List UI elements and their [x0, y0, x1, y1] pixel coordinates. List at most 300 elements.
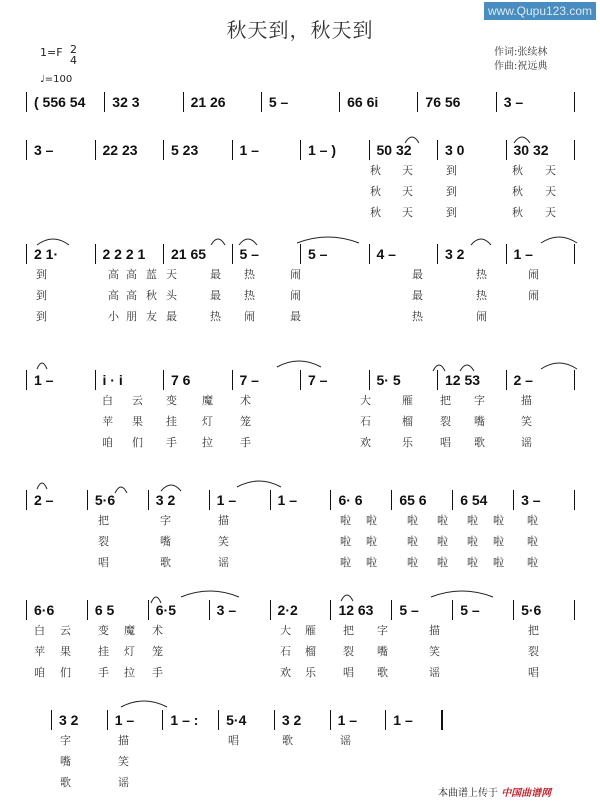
bar-line [104, 92, 105, 112]
measure-notes: 6·5 [155, 602, 176, 618]
measure-notes: 3 2 [281, 712, 302, 728]
bar-line [261, 92, 262, 112]
tempo-marking: ♩=100 [40, 74, 73, 85]
measure-notes: 1 – : [170, 712, 199, 728]
lyric-syllable: 啦 [340, 514, 351, 527]
slur-mark [276, 358, 322, 368]
measure-notes: 1 – [239, 142, 259, 158]
bar-line [26, 600, 27, 620]
lyric-syllable: 咱 [34, 666, 45, 679]
bar-line [391, 600, 392, 620]
lyric-syllable: 咱 [102, 436, 113, 449]
bar-line [437, 244, 438, 264]
measure-notes: 6·6 [34, 602, 55, 618]
footer-credit [438, 784, 551, 799]
measure-notes: 3 – [503, 94, 524, 110]
bar-line [183, 92, 184, 112]
bar-line [232, 244, 233, 264]
lyric-syllable: 天 [166, 268, 177, 281]
bar-line [513, 600, 514, 620]
measure-notes: 5· 5 [376, 372, 401, 388]
lyric-syllable: 灯 [124, 645, 135, 658]
lyric-syllable: 到 [36, 268, 47, 281]
bar-line [330, 710, 331, 730]
bar-line [270, 490, 271, 510]
measure-notes: 5 – [268, 94, 289, 110]
measure-notes: 21 26 [190, 94, 226, 110]
slur-mark [36, 236, 70, 246]
measure-notes: 65 6 [399, 492, 427, 508]
lyric-syllable: 唱 [343, 666, 354, 679]
site-name: 中国曲谱网 [501, 788, 552, 799]
measure-notes: 7 – [239, 372, 259, 388]
bar-line [26, 140, 27, 160]
lyric-syllable: 手 [152, 666, 163, 679]
lyric-syllable: 石 [280, 645, 291, 658]
bar-line [107, 710, 108, 730]
slur-mark [513, 134, 531, 144]
lyric-syllable: 歌 [160, 556, 171, 569]
lyric-syllable: 秋 [370, 164, 381, 177]
bar-line [218, 710, 219, 730]
lyric-syllable: 谣 [521, 436, 532, 449]
lyric-syllable: 字 [474, 394, 485, 407]
bar-line [496, 92, 497, 112]
lyric-syllable: 啦 [467, 535, 478, 548]
measure-notes: 1 – [114, 712, 135, 728]
lyric-syllable: 字 [60, 734, 71, 747]
measure-notes: 2 – [34, 492, 54, 508]
bar-line [369, 140, 370, 160]
bar-line [163, 244, 164, 264]
lyric-syllable: 大 [360, 394, 371, 407]
lyric-syllable: 闹 [528, 268, 539, 281]
lyric-syllable: 到 [446, 206, 457, 219]
lyric-syllable: 嘴 [377, 645, 388, 658]
lyric-syllable: 乐 [402, 436, 413, 449]
bar-line [300, 140, 301, 160]
lyric-syllable: 嘴 [60, 755, 71, 768]
lyric-syllable: 高 [126, 289, 137, 302]
slur-mark [114, 484, 128, 494]
lyric-syllable: 歌 [282, 734, 293, 747]
lyric-syllable: 啦 [340, 556, 351, 569]
lyric-syllable: 最 [412, 289, 423, 302]
bar-line [506, 244, 507, 264]
lyric-syllable: 小 [108, 310, 119, 323]
slur-mark [296, 234, 360, 244]
measure-notes: 1 – [337, 712, 358, 728]
lyric-syllable: 变 [98, 624, 109, 637]
slur-mark [540, 234, 578, 244]
lyric-syllable: 字 [377, 624, 388, 637]
lyric-syllable: 到 [446, 164, 457, 177]
bar-line [574, 140, 575, 160]
lyric-syllable: 雁 [402, 394, 413, 407]
measure-notes: 3 2 [155, 492, 176, 508]
bar-line [95, 244, 96, 264]
slur-mark [459, 362, 475, 372]
measure-notes: 1 – [393, 712, 413, 728]
measure-notes: 50 32 [376, 142, 412, 158]
slur-mark [210, 236, 226, 246]
lyric-syllable: 秋 [370, 206, 381, 219]
slur-mark [340, 592, 354, 602]
key-signature [40, 43, 77, 67]
bar-line [209, 600, 210, 620]
bar-line [232, 140, 233, 160]
bar-line [339, 92, 340, 112]
lyric-syllable: 天 [402, 164, 413, 177]
bar-line [452, 600, 453, 620]
lyric-syllable: 闹 [528, 289, 539, 302]
measure-notes: 6 5 [94, 602, 115, 618]
bar-line [87, 490, 88, 510]
lyric-syllable: 秋 [146, 289, 157, 302]
measure-notes: 7 6 [171, 372, 191, 388]
lyric-syllable: 闹 [244, 310, 255, 323]
lyric-syllable: 友 [146, 310, 157, 323]
lyric-syllable: 最 [412, 268, 423, 281]
bar-line [574, 490, 575, 510]
lyric-syllable: 头 [166, 289, 177, 302]
lyric-syllable: 唱 [528, 666, 539, 679]
lyric-syllable: 把 [343, 624, 354, 637]
lyric-syllable: 到 [36, 289, 47, 302]
lyric-syllable: 石 [360, 415, 371, 428]
measure-notes: 12 63 [338, 602, 374, 618]
lyric-syllable: 天 [545, 164, 556, 177]
bar-line [148, 600, 149, 620]
bar-line [437, 370, 438, 390]
measure-notes: 3 0 [445, 142, 465, 158]
lyric-syllable: 啦 [366, 535, 377, 548]
slur-mark [36, 360, 48, 370]
measure-notes: 6 54 [460, 492, 488, 508]
bar-line [437, 140, 438, 160]
lyric-syllable: 最 [166, 310, 177, 323]
bar-line [330, 600, 331, 620]
upload-text: 本曲谱上传于 [438, 788, 498, 799]
measure-notes: 22 23 [102, 142, 138, 158]
lyric-syllable: 最 [290, 310, 301, 323]
lyric-syllable: 热 [244, 289, 255, 302]
time-signature-top: 2 [70, 43, 77, 56]
slur-mark [120, 698, 168, 708]
song-title: 秋天到，秋天到 [226, 18, 374, 42]
bar-line [209, 490, 210, 510]
lyric-syllable: 白 [102, 394, 113, 407]
bar-line [441, 710, 443, 730]
lyric-syllable: 拉 [124, 666, 135, 679]
bar-line [163, 370, 164, 390]
lyric-syllable: 秋 [370, 185, 381, 198]
lyric-syllable: 朋 [126, 310, 137, 323]
lyric-syllable: 啦 [467, 556, 478, 569]
bar-line [574, 600, 575, 620]
lyric-syllable: 热 [476, 268, 487, 281]
measure-notes: 1 – ) [308, 142, 337, 158]
lyric-syllable: 笑 [429, 645, 440, 658]
lyric-syllable: 把 [440, 394, 451, 407]
lyric-syllable: 描 [429, 624, 440, 637]
lyric-syllable: 秋 [512, 185, 523, 198]
lyric-syllable: 嘴 [160, 535, 171, 548]
lyric-syllable: 笼 [240, 415, 251, 428]
measure-notes: 1 – [513, 246, 533, 262]
lyric-syllable: 苹 [34, 645, 45, 658]
measure-notes: 3 – [34, 142, 54, 158]
slur-mark [180, 588, 240, 598]
lyric-syllable: 描 [521, 394, 532, 407]
lyric-syllable: 裂 [343, 645, 354, 658]
measure-notes: 32 3 [112, 94, 140, 110]
measure-notes: 66 6i [347, 94, 379, 110]
lyric-syllable: 变 [166, 394, 177, 407]
measure-notes: 3 2 [59, 712, 79, 728]
lyric-syllable: 啦 [493, 556, 504, 569]
slur-mark [540, 360, 578, 370]
bar-line [270, 600, 271, 620]
bar-line [163, 140, 164, 160]
measure-notes: 5 – [308, 246, 328, 262]
lyric-syllable: 到 [446, 185, 457, 198]
lyric-syllable: 歌 [60, 776, 71, 789]
bar-line [26, 490, 27, 510]
lyric-syllable: 啦 [467, 514, 478, 527]
slur-mark [404, 134, 420, 144]
measure-notes: 76 56 [425, 94, 461, 110]
slur-mark [470, 236, 492, 246]
lyric-syllable: 高 [108, 268, 119, 281]
lyric-syllable: 闹 [290, 289, 301, 302]
lyric-syllable: 唱 [228, 734, 239, 747]
lyric-syllable: 雁 [305, 624, 316, 637]
bar-line [574, 244, 575, 264]
lyric-syllable: 天 [545, 185, 556, 198]
lyric-syllable: 欢 [280, 666, 291, 679]
measure-notes: 21 65 [171, 246, 207, 262]
measure-notes: ( 556 54 [34, 94, 86, 110]
lyric-syllable: 唱 [98, 556, 109, 569]
slur-mark [150, 594, 162, 604]
composer-credit: 作曲:祝远典 [494, 61, 548, 72]
lyric-syllable: 大 [280, 624, 291, 637]
lyric-syllable: 谣 [340, 734, 351, 747]
lyric-syllable: 白 [34, 624, 45, 637]
measure-notes: 5 – [239, 246, 259, 262]
measure-notes: 2·2 [277, 602, 298, 618]
lyric-syllable: 啦 [407, 556, 418, 569]
lyric-syllable: 裂 [98, 535, 109, 548]
lyric-syllable: 挂 [98, 645, 109, 658]
lyric-syllable: 裂 [528, 645, 539, 658]
lyric-syllable: 手 [98, 666, 109, 679]
bar-line [300, 370, 301, 390]
lyric-syllable: 字 [160, 514, 171, 527]
bar-line [369, 370, 370, 390]
measure-notes: 5 – [460, 602, 480, 618]
site-watermark: www.Qupu123.com [484, 2, 596, 20]
lyric-syllable: 闹 [290, 268, 301, 281]
slur-mark [432, 362, 446, 372]
lyric-syllable: 啦 [407, 514, 418, 527]
slur-mark [430, 588, 494, 598]
measure-notes: 30 32 [513, 142, 549, 158]
measure-notes: 1 – [34, 372, 54, 388]
bar-line [452, 490, 453, 510]
lyric-syllable: 啦 [527, 514, 538, 527]
bar-line [26, 92, 27, 112]
lyric-syllable: 啦 [437, 556, 448, 569]
credits [494, 46, 547, 74]
lyric-syllable: 天 [402, 185, 413, 198]
lyric-syllable: 手 [166, 436, 177, 449]
bar-line [148, 490, 149, 510]
lyric-syllable: 拉 [202, 436, 213, 449]
measure-notes: 3 – [521, 492, 541, 508]
lyric-syllable: 啦 [437, 535, 448, 548]
bar-line [51, 710, 52, 730]
lyric-syllable: 高 [126, 268, 137, 281]
measure-notes: 1 – [277, 492, 298, 508]
bar-line [574, 92, 575, 112]
lyric-syllable: 啦 [366, 556, 377, 569]
bar-line [26, 370, 27, 390]
key-label: 1=F [40, 46, 63, 59]
lyric-syllable: 蓝 [146, 268, 157, 281]
lyric-syllable: 秋 [512, 164, 523, 177]
lyric-syllable: 热 [210, 310, 221, 323]
bar-line [300, 244, 301, 264]
lyric-syllable: 最 [210, 289, 221, 302]
measure-notes: 5 23 [171, 142, 199, 158]
time-signature-bottom: 4 [70, 54, 77, 67]
lyric-syllable: 啦 [527, 556, 538, 569]
measure-notes: 6· 6 [338, 492, 363, 508]
lyric-syllable: 热 [476, 289, 487, 302]
bar-line [162, 710, 163, 730]
slur-mark [236, 478, 282, 488]
lyric-syllable: 果 [60, 645, 71, 658]
lyric-syllable: 笼 [152, 645, 163, 658]
measure-notes: 3 2 [445, 246, 465, 262]
lyric-syllable: 乐 [305, 666, 316, 679]
lyric-syllable: 最 [210, 268, 221, 281]
measure-notes: 5·4 [226, 712, 247, 728]
bar-line [513, 490, 514, 510]
measure-notes: 2 2 2 1 [102, 246, 146, 262]
lyric-syllable: 欢 [360, 436, 371, 449]
lyric-syllable: 到 [36, 310, 47, 323]
lyric-syllable: 挂 [166, 415, 177, 428]
slur-mark [36, 480, 48, 490]
bar-line [330, 490, 331, 510]
lyric-syllable: 术 [240, 394, 251, 407]
measure-notes: 5·6 [94, 492, 116, 508]
measure-notes: 4 – [376, 246, 396, 262]
lyric-syllable: 榴 [305, 645, 316, 658]
lyric-syllable: 笑 [521, 415, 532, 428]
lyric-syllable: 云 [60, 624, 71, 637]
bar-line [95, 370, 96, 390]
lyric-syllable: 啦 [493, 514, 504, 527]
bar-line [506, 140, 507, 160]
measure-notes: 5 – [399, 602, 419, 618]
bar-line [391, 490, 392, 510]
bar-line [26, 244, 27, 264]
bar-line [232, 370, 233, 390]
bar-line [385, 710, 386, 730]
measure-notes: 3 – [216, 602, 237, 618]
lyric-syllable: 灯 [202, 415, 213, 428]
bar-line [274, 710, 275, 730]
lyric-syllable: 歌 [474, 436, 485, 449]
lyric-syllable: 天 [545, 206, 556, 219]
lyric-syllable: 描 [118, 734, 129, 747]
bar-line [87, 600, 88, 620]
bar-line [506, 370, 507, 390]
lyric-syllable: 魔 [124, 624, 135, 637]
lyric-syllable: 啦 [340, 535, 351, 548]
slur-mark [160, 482, 182, 492]
measure-notes: 2 – [513, 372, 533, 388]
lyric-syllable: 把 [98, 514, 109, 527]
slur-mark [238, 236, 258, 246]
lyric-syllable: 笑 [118, 755, 129, 768]
lyric-syllable: 闹 [476, 310, 487, 323]
lyric-syllable: 嘴 [474, 415, 485, 428]
measure-notes: 12 53 [445, 372, 481, 388]
lyric-syllable: 谣 [429, 666, 440, 679]
lyric-syllable: 啦 [407, 535, 418, 548]
lyric-syllable: 啦 [527, 535, 538, 548]
lyric-syllable: 高 [108, 289, 119, 302]
lyric-syllable: 热 [412, 310, 423, 323]
lyric-syllable: 热 [244, 268, 255, 281]
bar-line [417, 92, 418, 112]
lyric-syllable: 手 [240, 436, 251, 449]
lyric-syllable: 榴 [402, 415, 413, 428]
lyric-syllable: 唱 [440, 436, 451, 449]
lyric-syllable: 啦 [437, 514, 448, 527]
bar-line [574, 370, 575, 390]
lyric-syllable: 歌 [377, 666, 388, 679]
lyric-syllable: 们 [132, 436, 143, 449]
lyric-syllable: 谣 [218, 556, 229, 569]
lyric-syllable: 秋 [512, 206, 523, 219]
measure-notes: i · i [102, 372, 123, 388]
time-signature [70, 44, 77, 66]
measure-notes: 1 – [216, 492, 237, 508]
lyric-syllable: 裂 [440, 415, 451, 428]
lyric-syllable: 把 [528, 624, 539, 637]
lyric-syllable: 笑 [218, 535, 229, 548]
lyric-syllable: 果 [132, 415, 143, 428]
measure-notes: 5·6 [521, 602, 542, 618]
lyric-syllable: 谣 [118, 776, 129, 789]
measure-notes: 7 – [308, 372, 328, 388]
measure-notes: 2 1· [34, 246, 59, 262]
lyric-syllable: 天 [402, 206, 413, 219]
lyric-syllable: 啦 [493, 535, 504, 548]
lyric-syllable: 魔 [202, 394, 213, 407]
lyric-syllable: 云 [132, 394, 143, 407]
lyric-syllable: 术 [152, 624, 163, 637]
lyric-syllable: 苹 [102, 415, 113, 428]
lyric-syllable: 们 [60, 666, 71, 679]
lyricist-credit: 作词:张续林 [494, 47, 548, 58]
